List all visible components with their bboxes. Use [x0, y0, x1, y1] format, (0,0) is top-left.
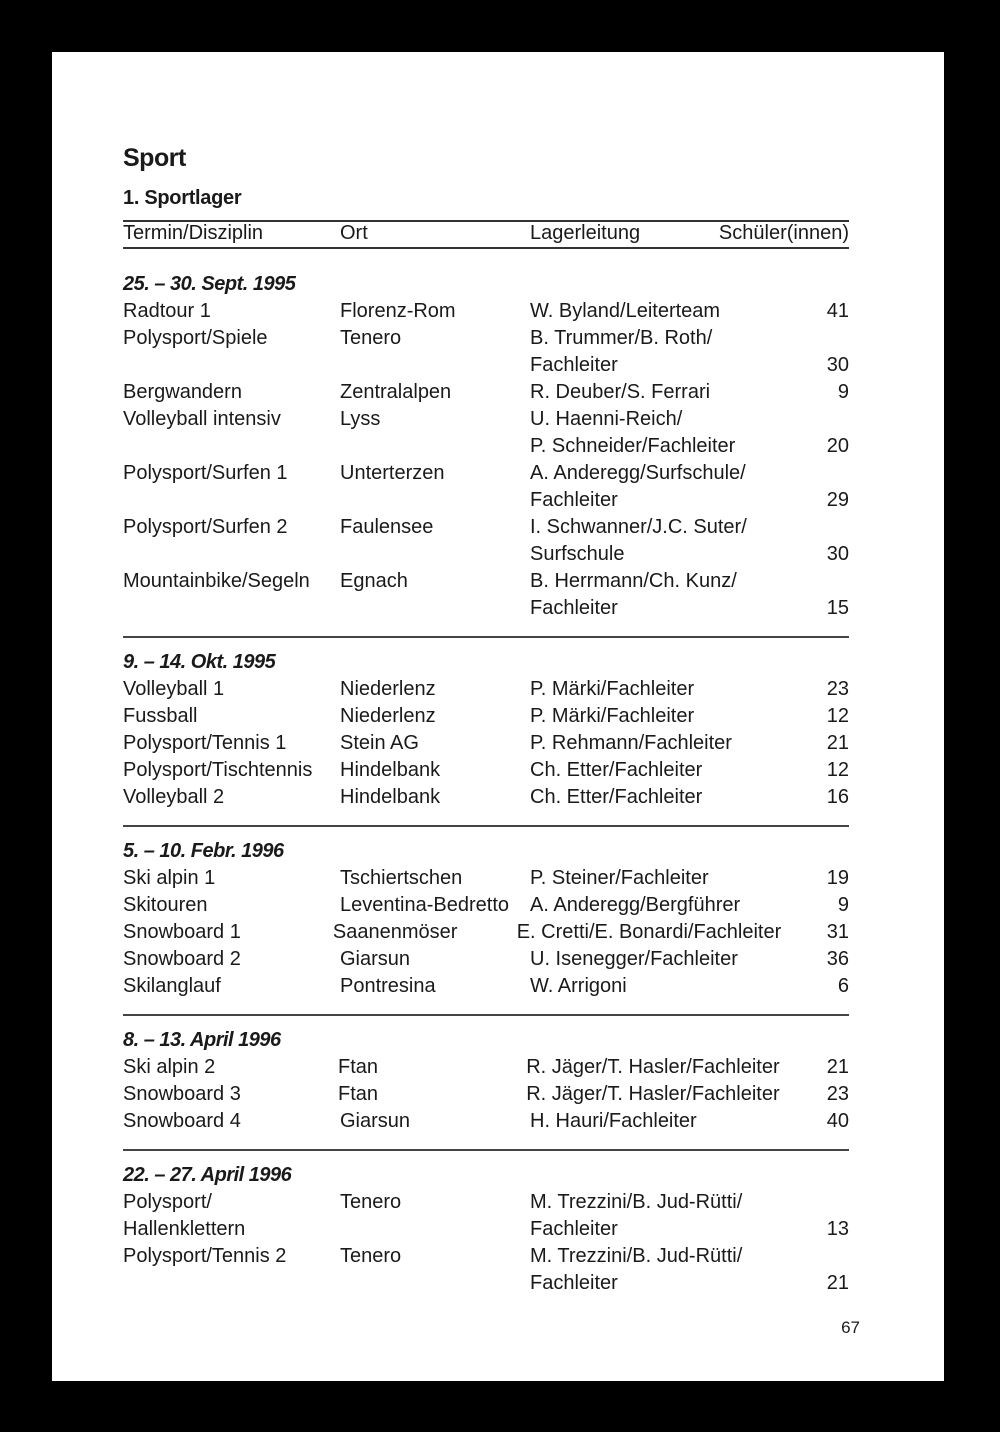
table-row-continuation [123, 595, 849, 622]
discipline-cell: Ski alpin 2 [123, 1056, 216, 1078]
leader-cell: B. Herrmann/Ch. Kunz/ [530, 570, 737, 592]
header-discipline: Termin/Disziplin [123, 222, 264, 244]
students-cell: 41 [826, 300, 849, 322]
table-row [123, 325, 849, 352]
students-cell: 13 [826, 1218, 849, 1240]
header-students: Schüler(innen) [718, 222, 849, 244]
table-row [123, 676, 849, 703]
students-cell: 20 [826, 435, 849, 457]
section-subtitle: 1. Sportlager [123, 187, 242, 209]
leader-cell: Surfschule [530, 543, 625, 565]
leader-cell: P. Märki/Fachleiter [530, 678, 695, 700]
header-location: Ort [340, 222, 368, 244]
students-cell: 29 [826, 489, 849, 511]
table-row [123, 406, 849, 433]
location-cell [340, 541, 530, 568]
leader-cell: W. Byland/Leiterteam [530, 300, 721, 322]
students-cell: 36 [826, 948, 849, 970]
table-row [123, 514, 849, 541]
table-row [123, 568, 849, 595]
date-section [123, 1162, 849, 1297]
discipline-cell: Volleyball intensiv [123, 408, 281, 430]
leader-cell: P. Schneider/Fachleiter [530, 435, 736, 457]
students-cell: 21 [826, 1056, 849, 1078]
table-row [123, 757, 849, 784]
location-cell [340, 433, 530, 460]
discipline-cell: Volleyball 1 [123, 678, 225, 700]
location-cell: Egnach [340, 570, 408, 592]
students-cell: 19 [826, 867, 849, 889]
table-row [123, 703, 849, 730]
students-cell: 31 [826, 921, 849, 943]
discipline-cell: Snowboard 3 [123, 1083, 241, 1105]
students-cell: 21 [826, 1272, 849, 1294]
leader-cell: R. Deuber/S. Ferrari [530, 381, 711, 403]
discipline-cell [123, 487, 340, 514]
table-row-continuation [123, 487, 849, 514]
students-cell: 16 [826, 786, 849, 808]
location-cell: Tenero [340, 1245, 402, 1267]
section-divider [123, 1014, 849, 1016]
table-row-continuation [123, 433, 849, 460]
section-divider [123, 636, 849, 638]
leader-cell: R. Jäger/T. Hasler/Fachleiter [526, 1083, 780, 1105]
students-cell [779, 514, 849, 541]
location-cell: Zentralalpen [340, 381, 452, 403]
students-cell: 30 [826, 543, 849, 565]
table-row [123, 1081, 849, 1108]
discipline-cell: Snowboard 1 [123, 921, 241, 943]
discipline-cell: Polysport/Surfen 1 [123, 462, 288, 484]
page-number: 67 [841, 1318, 860, 1337]
leader-cell: Ch. Etter/Fachleiter [530, 786, 703, 808]
table-row [123, 298, 849, 325]
table-row-continuation [123, 1216, 849, 1243]
students-cell: 6 [837, 975, 849, 997]
location-cell: Tenero [340, 327, 402, 349]
location-cell: Niederlenz [340, 705, 436, 727]
date-section [123, 1027, 849, 1135]
section-divider [123, 1149, 849, 1151]
students-cell: 9 [837, 894, 849, 916]
discipline-cell [123, 433, 340, 460]
leader-cell: M. Trezzini/B. Jud-Rütti/ [530, 1191, 743, 1213]
location-cell: Faulensee [340, 516, 434, 538]
discipline-cell: Mountainbike/Segeln [123, 570, 310, 592]
discipline-cell: Skilanglauf [123, 975, 221, 997]
location-cell [340, 487, 530, 514]
leader-cell: R. Jäger/T. Hasler/Fachleiter [526, 1056, 780, 1078]
location-cell: Niederlenz [340, 678, 436, 700]
leader-cell: Fachleiter [530, 354, 618, 376]
leader-cell: Fachleiter [530, 597, 618, 619]
location-cell: Lyss [340, 408, 381, 430]
leader-cell: Ch. Etter/Fachleiter [530, 759, 703, 781]
location-cell [340, 595, 530, 622]
leader-cell: Fachleiter [530, 1272, 618, 1294]
students-cell [779, 325, 849, 352]
section-date: 8. – 13. April 1996 [123, 1029, 281, 1051]
date-section [123, 649, 849, 811]
date-section [123, 838, 849, 1000]
table-row [123, 892, 849, 919]
students-cell [779, 568, 849, 595]
leader-cell: A. Anderegg/Bergführer [530, 894, 741, 916]
leader-cell: Fachleiter [530, 489, 618, 511]
table-row [123, 379, 849, 406]
leader-cell: H. Hauri/Fachleiter [530, 1110, 697, 1132]
students-cell: 21 [826, 732, 849, 754]
location-cell [340, 352, 530, 379]
discipline-cell: Polysport/Tennis 1 [123, 732, 287, 754]
discipline-cell: Polysport/ [123, 1191, 212, 1213]
table-row [123, 1054, 849, 1081]
discipline-cell: Bergwandern [123, 381, 242, 403]
location-cell: Ftan [337, 1083, 379, 1105]
table-row [123, 784, 849, 811]
page-title: Sport [123, 144, 186, 172]
leader-cell: B. Trummer/B. Roth/ [530, 327, 713, 349]
students-cell [779, 406, 849, 433]
table-body [123, 271, 849, 1297]
table-row [123, 1108, 849, 1135]
students-cell: 30 [826, 354, 849, 376]
table-row [123, 730, 849, 757]
location-cell: Hindelbank [340, 786, 441, 808]
section-date: 25. – 30. Sept. 1995 [123, 273, 296, 295]
discipline-cell: Snowboard 2 [123, 948, 241, 970]
students-cell [779, 460, 849, 487]
location-cell: Tschiertschen [340, 867, 463, 889]
discipline-cell: Skitouren [123, 894, 208, 916]
leader-cell: E. Cretti/E. Bonardi/Fachleiter [516, 921, 782, 943]
section-date: 9. – 14. Okt. 1995 [123, 651, 276, 673]
students-cell [779, 1189, 849, 1216]
location-cell [340, 1216, 530, 1243]
students-cell: 12 [826, 759, 849, 781]
discipline-cell: Radtour 1 [123, 300, 211, 322]
content [123, 140, 849, 1297]
leader-cell: A. Anderegg/Surfschule/ [530, 462, 746, 484]
location-cell: Pontresina [340, 975, 436, 997]
students-cell: 40 [826, 1110, 849, 1132]
discipline-cell [123, 1270, 340, 1297]
location-cell: Ftan [337, 1056, 379, 1078]
table-row [123, 919, 849, 946]
students-cell: 9 [837, 381, 849, 403]
table-row-continuation [123, 1270, 849, 1297]
table-row-continuation [123, 541, 849, 568]
discipline-cell: Fussball [123, 705, 198, 727]
table-row-continuation [123, 352, 849, 379]
section-date: 22. – 27. April 1996 [123, 1164, 292, 1186]
section-date: 5. – 10. Febr. 1996 [123, 840, 284, 862]
leader-cell: W. Arrigoni [530, 975, 627, 997]
students-cell: 23 [826, 678, 849, 700]
leader-cell: M. Trezzini/B. Jud-Rütti/ [530, 1245, 743, 1267]
discipline-cell: Polysport/Tischtennis [123, 759, 313, 781]
location-cell: Florenz-Rom [340, 300, 456, 322]
discipline-cell: Polysport/Surfen 2 [123, 516, 288, 538]
table-row [123, 1189, 849, 1216]
discipline-cell: Polysport/Spiele [123, 327, 268, 349]
discipline-cell: Snowboard 4 [123, 1110, 241, 1132]
location-cell: Stein AG [340, 732, 419, 754]
header-rule-bottom [123, 247, 849, 249]
students-cell: 12 [826, 705, 849, 727]
leader-cell: P. Rehmann/Fachleiter [530, 732, 732, 754]
discipline-cell: Volleyball 2 [123, 786, 225, 808]
discipline-cell [123, 352, 340, 379]
leader-cell: U. Haenni-Reich/ [530, 408, 683, 430]
table-row [123, 460, 849, 487]
table-row [123, 1243, 849, 1270]
table-header [123, 220, 849, 247]
discipline-cell [123, 595, 340, 622]
location-cell: Giarsun [340, 1110, 411, 1132]
location-cell: Giarsun [340, 948, 411, 970]
header-leader: Lagerleitung [530, 222, 641, 244]
location-cell: Tenero [340, 1191, 402, 1213]
table-row [123, 973, 849, 1000]
location-cell: Leventina-Bedretto [340, 894, 510, 916]
discipline-cell [123, 541, 340, 568]
location-cell: Unterterzen [340, 462, 445, 484]
students-cell: 23 [826, 1083, 849, 1105]
date-section [123, 271, 849, 622]
discipline-cell: Ski alpin 1 [123, 867, 216, 889]
location-cell: Hindelbank [340, 759, 441, 781]
discipline-cell: Hallenklettern [123, 1218, 246, 1240]
section-divider [123, 825, 849, 827]
leader-cell: P. Steiner/Fachleiter [530, 867, 709, 889]
table-row [123, 865, 849, 892]
students-cell: 15 [826, 597, 849, 619]
location-cell: Saanenmöser [332, 921, 458, 943]
discipline-cell: Polysport/Tennis 2 [123, 1245, 287, 1267]
location-cell [340, 1270, 530, 1297]
document-page [52, 52, 944, 1381]
leader-cell: P. Märki/Fachleiter [530, 705, 695, 727]
leader-cell: Fachleiter [530, 1218, 618, 1240]
students-cell [779, 1243, 849, 1270]
leader-cell: U. Isenegger/Fachleiter [530, 948, 738, 970]
leader-cell: I. Schwanner/J.C. Suter/ [530, 516, 747, 538]
table-row [123, 946, 849, 973]
